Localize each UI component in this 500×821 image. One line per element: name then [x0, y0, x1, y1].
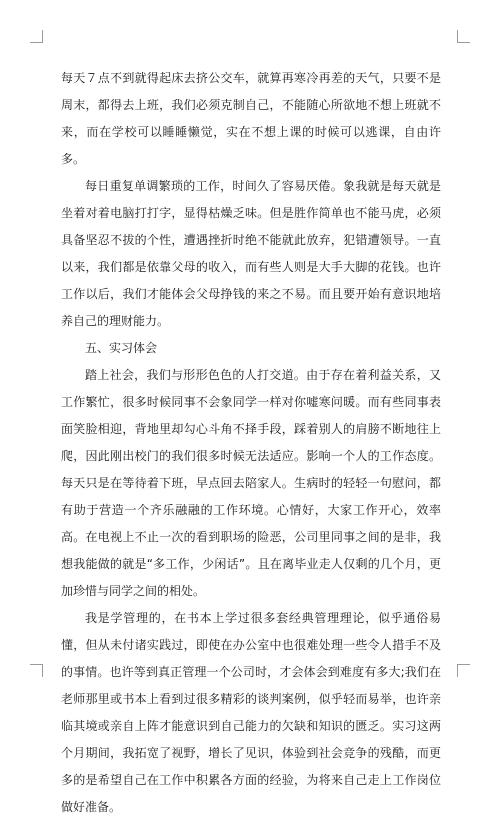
- paragraph-2: 每日重复单调繁琐的工作，时间久了容易厌倦。象我就是每天就是坐着对着电脑打打字，显得枯燥乏味。但是胜作简单也不能马虎，必须具备坚忍不拔的个性，遭遇挫折时绝不能就此放弃，犯错遭领导。一直以来，我们都是依靠父母的收入，而有些人则是大手大脚的花钱。也许工作以后，我们才能体会父母挣钱的来之不易。而且要开始有意识地培养自己的理财能力。: [61, 179, 441, 328]
- paragraph-4: 我是学管理的，在书本上学过很多套经典管理理论，似乎通俗易懂，但从未付诸实践过，即使在办公室中也很难处理一些令人措手不及的事情。也许等到真正管理一个公司时，才会体会到难度有多大;我们在老师那里或书本上看到过很多精彩的谈判案例，似乎轻而易举，也许亲临其境或亲自上阵才能意识到自己能力的欠缺和知识的匮乏。实习这两个月期间，我拓宽了视野，增长了见识，体验到社会竞争的残酷，而更多的是希望自己在工作中积累各方面的经验，为将来自己走上工作岗位做好准备。: [61, 611, 441, 814]
- section-heading-internship-reflection: 五、实习体会: [85, 341, 158, 355]
- paragraph-1: 每天７点不到就得起床去挤公交车，就算再寒冷再差的天气，只要不是周末，都得去上班，我们必须克制自己，不能随心所欲地不想上班就不来，而在学校可以睡睡懒觉，实在不想上课的时候可以逃课，自由许多。: [61, 71, 441, 166]
- crop-mark-top-right: [457, 30, 470, 43]
- crop-mark-top-left: [30, 30, 43, 43]
- document-body: [61, 65, 441, 821]
- crop-mark-bottom-right: [457, 664, 470, 677]
- paragraph-3: 踏上社会，我们与形形色色的人打交道。由于存在着利益关系，又工作繁忙，很多时候同事不会象同学一样对你嘘寒问暖。而有些同事表面笑脸相迎，背地里却勾心斗角不择手段，踩着别人的肩膀不断地往上爬，因此刚出校门的我们很多时候无法适应。影响一个人的工作态度。每天只是在等待着下班，早点回去陪家人。生病时的轻轻一句慰问，都有助于营造一个齐乐融融的工作环境。心情好，大家工作开心，效率高。在电视上不止一次的看到职场的险恶，公司里同事之间的是非，我想我能做的就是“多工作，少闲话”。且在离毕业走人仅剩的几个月，更加珍惜与同学之间的相处。: [61, 368, 441, 598]
- crop-mark-bottom-left: [30, 664, 43, 677]
